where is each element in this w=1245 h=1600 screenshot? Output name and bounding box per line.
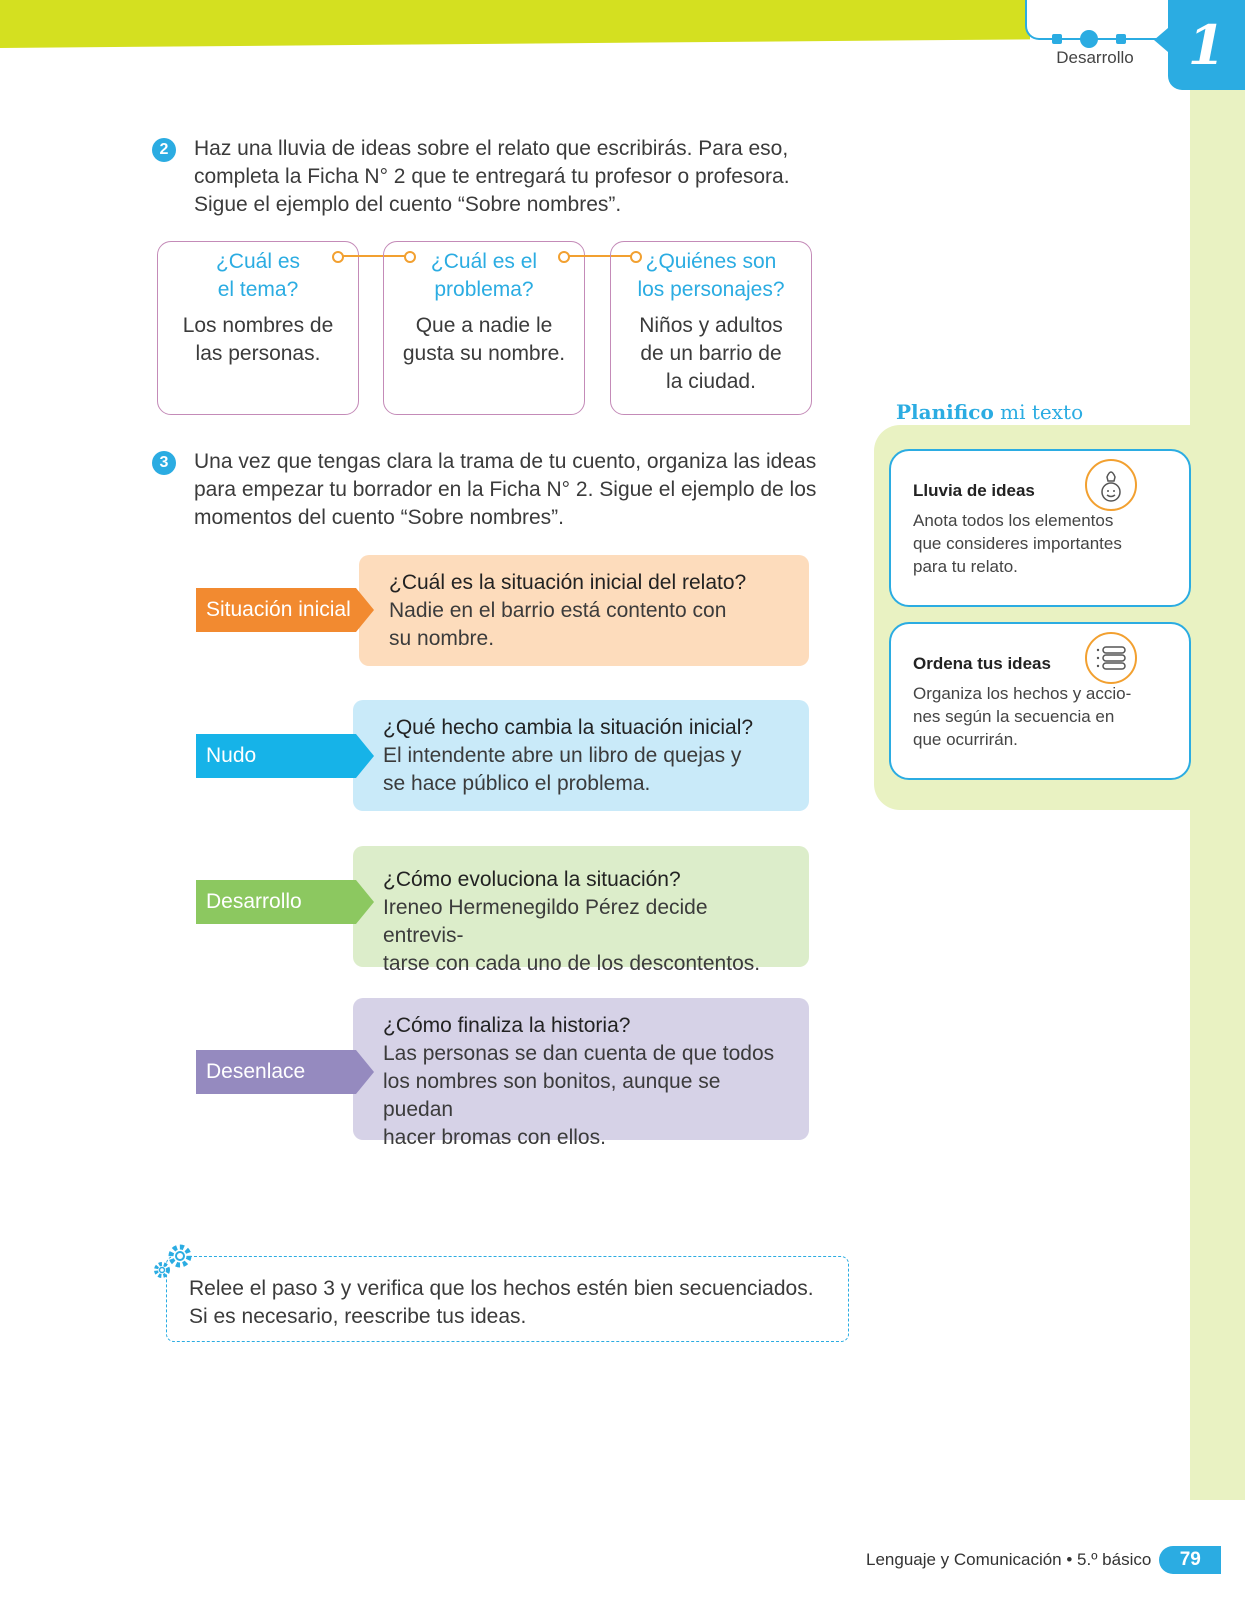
unit-number-badge: 1 (1168, 0, 1245, 90)
idea-box-tema: ¿Cuál es el tema? Los nombres de las personas. (157, 241, 359, 415)
stage-panel-desenlace: ¿Cómo finaliza la historia? Las personas se dan cuenta de que todos los nombres son bonitos, aunque se puedan hacer bromas con ellos. (353, 998, 809, 1140)
stage-panel-nudo: ¿Qué hecho cambia la situación inicial? El intendente abre un libro de quejas y se hace público el problema. (353, 700, 809, 811)
activity-3-number: 3 (152, 451, 176, 475)
tip-card-lluvia-de-ideas: Lluvia de ideas Anota todos los elementos que consideres importantes para tu relato. (889, 449, 1191, 607)
page-footer: Lenguaje y Comunicación • 5.º básico 79 (866, 1546, 1221, 1574)
gears-icon (150, 1238, 200, 1284)
activity-2-instructions: Haz una lluvia de ideas sobre el relato que escribirás. Para eso, completa la Ficha N° 2 que te entregará tu profesor o profesora. Sigue el ejemplo del cuento “Sobre nombres”. (194, 137, 790, 216)
sidebar-title: Planifico mi texto (896, 400, 1084, 424)
stage-label-nudo: Nudo (196, 734, 356, 778)
section-progress (1050, 30, 1130, 46)
section-label: Desarrollo (1056, 48, 1134, 67)
idea-box-personajes: ¿Quiénes son los personajes? Niños y adultos de un barrio de la ciudad. (610, 241, 812, 415)
lightbulb-face-icon (1085, 459, 1137, 511)
stage-label-desarrollo: Desarrollo (196, 880, 356, 924)
stage-panel-situacion-inicial: ¿Cuál es la situación inicial del relato? Nadie en el barrio está contento con su nombre. (359, 555, 809, 666)
numbered-list-icon (1085, 632, 1137, 684)
stage-label-desenlace: Desenlace (196, 1050, 356, 1094)
activity-3-instructions: Una vez que tengas clara la trama de tu cuento, organiza las ideas para empezar tu borrador en la Ficha N° 2. Sigue el ejemplo de los momentos del cuento “Sobre nombres”. (194, 450, 817, 529)
margin-band (1190, 90, 1245, 1500)
idea-box-problema: ¿Cuál es el problema? Que a nadie le gusta su nombre. (383, 241, 585, 415)
stage-label-situacion-inicial: Situación inicial (196, 588, 356, 632)
tip-card-ordena-tus-ideas: Ordena tus ideas Organiza los hechos y accio- nes según la secuencia en que ocurrirán. (889, 622, 1191, 780)
page-number: 79 (1159, 1546, 1221, 1574)
review-note: Relee el paso 3 y verifica que los hechos estén bien secuenciados. Si es necesario, reescribe tus ideas. (166, 1256, 849, 1342)
stage-panel-desarrollo: ¿Cómo evoluciona la situación? Ireneo Hermenegildo Pérez decide entrevis- tarse con cada uno de los descontentos. (353, 846, 809, 967)
activity-2-number: 2 (152, 138, 176, 162)
header-band (0, 0, 1030, 48)
